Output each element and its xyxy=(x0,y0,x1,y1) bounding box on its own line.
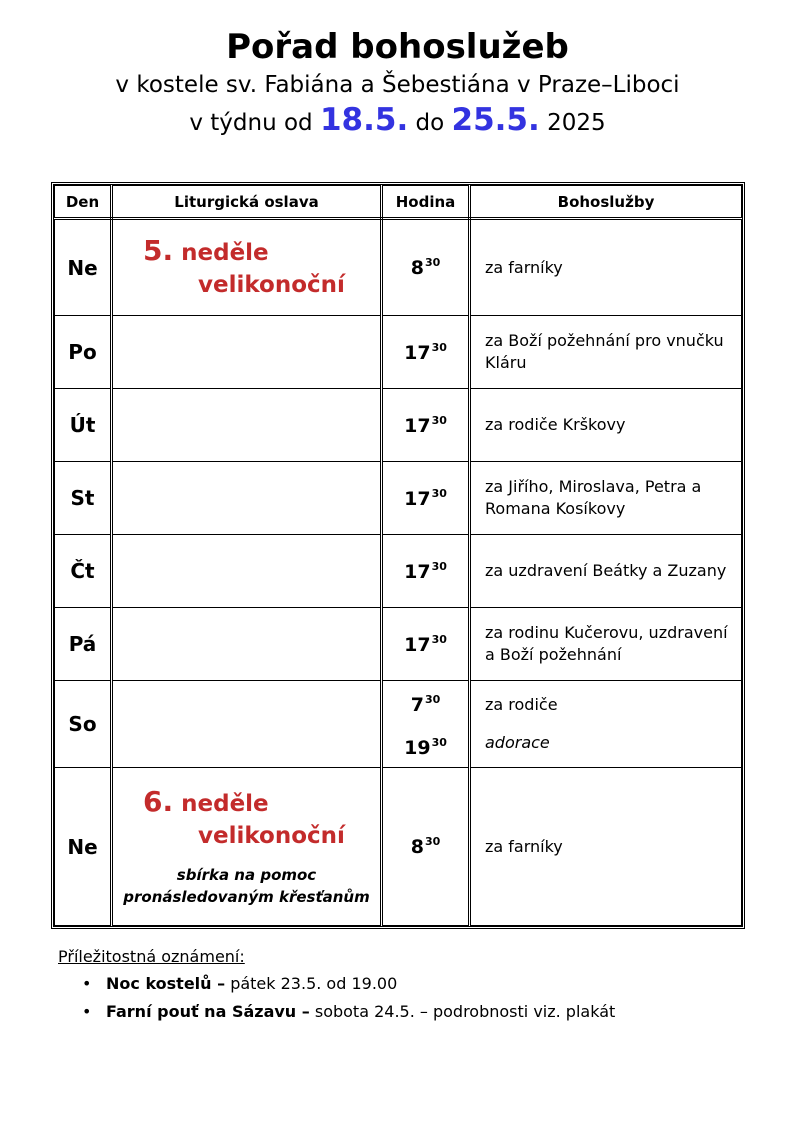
column-header-services: Bohoslužby xyxy=(470,186,742,219)
year: 2025 xyxy=(547,110,606,136)
liturgy-number: 5. xyxy=(143,233,174,267)
week-range xyxy=(0,100,795,143)
hour-value: 17 xyxy=(404,487,431,510)
hour-value: 19 xyxy=(404,737,431,759)
table-row xyxy=(55,316,742,389)
announcement-text: sobota 24.5. – podrobnosti viz. plakát xyxy=(309,1002,616,1021)
hour-value: 17 xyxy=(404,341,431,364)
day-cell: Po xyxy=(55,316,112,389)
service-cell: za Jiřího, Miroslava, Petra a Romana Kosíkovy xyxy=(470,462,742,535)
hour-value: 7 xyxy=(410,694,424,716)
hour-cell xyxy=(382,316,470,389)
announcements-list xyxy=(58,970,615,1026)
week-mid: do xyxy=(415,110,445,136)
hour-cell xyxy=(382,535,470,608)
liturgy-title xyxy=(113,235,380,301)
day-cell: Ne xyxy=(55,219,112,316)
service-cell: za Boží požehnání pro vnučku Kláru xyxy=(470,316,742,389)
day-cell: Ne xyxy=(55,768,112,926)
hour-cell xyxy=(382,681,470,768)
hour-cell xyxy=(382,219,470,316)
day-cell: Út xyxy=(55,389,112,462)
hour-cell xyxy=(382,608,470,681)
service-text: adorace xyxy=(485,733,550,752)
liturgy-title xyxy=(113,786,380,852)
minute-value: 30 xyxy=(431,559,447,573)
table-row xyxy=(55,389,742,462)
liturgy-cell xyxy=(112,462,382,535)
announcement-title: Noc kostelů – xyxy=(106,974,226,993)
service-cell: za farníky xyxy=(470,219,742,316)
header xyxy=(0,26,795,143)
date-from: 18.5. xyxy=(319,102,409,138)
liturgy-cell xyxy=(112,219,382,316)
table-row xyxy=(55,608,742,681)
service-cell: za uzdravení Beátky a Zuzany xyxy=(470,535,742,608)
minute-value: 30 xyxy=(431,340,447,354)
hour-cell xyxy=(382,462,470,535)
service-cell xyxy=(470,681,742,768)
hour-value: 17 xyxy=(404,560,431,583)
liturgy-cell xyxy=(112,768,382,926)
table-header-row xyxy=(55,186,742,219)
liturgy-number: 6. xyxy=(143,784,174,818)
day-cell: So xyxy=(55,681,112,768)
liturgy-line1: neděle xyxy=(181,790,269,817)
week-prefix: v týdnu od xyxy=(189,110,313,136)
minute-value: 30 xyxy=(431,413,447,427)
liturgy-cell xyxy=(112,608,382,681)
hour-value: 17 xyxy=(404,414,431,437)
column-header-hour: Hodina xyxy=(382,186,470,219)
minute-value: 30 xyxy=(431,486,447,500)
liturgy-cell xyxy=(112,535,382,608)
liturgy-line2: velikonoční xyxy=(198,822,345,849)
collection-note: sbírka na pomoc pronásledovaným křesťanům xyxy=(123,865,370,906)
table-row xyxy=(55,681,742,768)
service-cell: za rodinu Kučerovu, uzdravení a Boží požehnání xyxy=(470,608,742,681)
list-item xyxy=(82,970,615,998)
day-cell: Pá xyxy=(55,608,112,681)
announcement-text: pátek 23.5. od 19.00 xyxy=(225,974,398,993)
minute-value: 30 xyxy=(424,256,441,269)
hour-value: 8 xyxy=(410,257,424,279)
service-cell: za farníky xyxy=(470,768,742,926)
page-subtitle: v kostele sv. Fabiána a Šebestiána v Praze–Liboci xyxy=(115,72,680,98)
liturgy-cell xyxy=(112,681,382,768)
hour-cell xyxy=(382,768,470,926)
minute-value: 30 xyxy=(431,736,447,749)
minute-value: 30 xyxy=(424,835,441,848)
liturgy-cell xyxy=(112,389,382,462)
table-row xyxy=(55,768,742,926)
day-cell: St xyxy=(55,462,112,535)
table-row xyxy=(55,219,742,316)
service-text: za rodiče xyxy=(485,695,558,714)
service-cell: za rodiče Krškovy xyxy=(470,389,742,462)
date-to: 25.5. xyxy=(451,102,540,138)
liturgy-line2: velikonoční xyxy=(198,271,345,298)
minute-value: 30 xyxy=(424,693,441,706)
liturgy-cell xyxy=(112,316,382,389)
hour-value: 17 xyxy=(404,633,431,656)
announcements-heading: Příležitostná oznámení: xyxy=(58,947,245,966)
announcements xyxy=(58,944,615,1026)
liturgy-line1: neděle xyxy=(181,239,269,266)
column-header-liturgy: Liturgická oslava xyxy=(112,186,382,219)
hour-cell xyxy=(382,389,470,462)
schedule-table xyxy=(51,182,745,929)
list-item xyxy=(82,998,616,1026)
table-row xyxy=(55,535,742,608)
bullet-icon: • xyxy=(82,974,92,993)
announcement-title: Farní pouť na Sázavu – xyxy=(106,1002,310,1021)
page-title: Pořad bohoslužeb xyxy=(226,27,569,67)
table-row xyxy=(55,462,742,535)
bullet-icon: • xyxy=(82,1002,92,1021)
minute-value: 30 xyxy=(431,632,447,646)
hour-value: 8 xyxy=(410,836,424,858)
column-header-day: Den xyxy=(55,186,112,219)
day-cell: Čt xyxy=(55,535,112,608)
